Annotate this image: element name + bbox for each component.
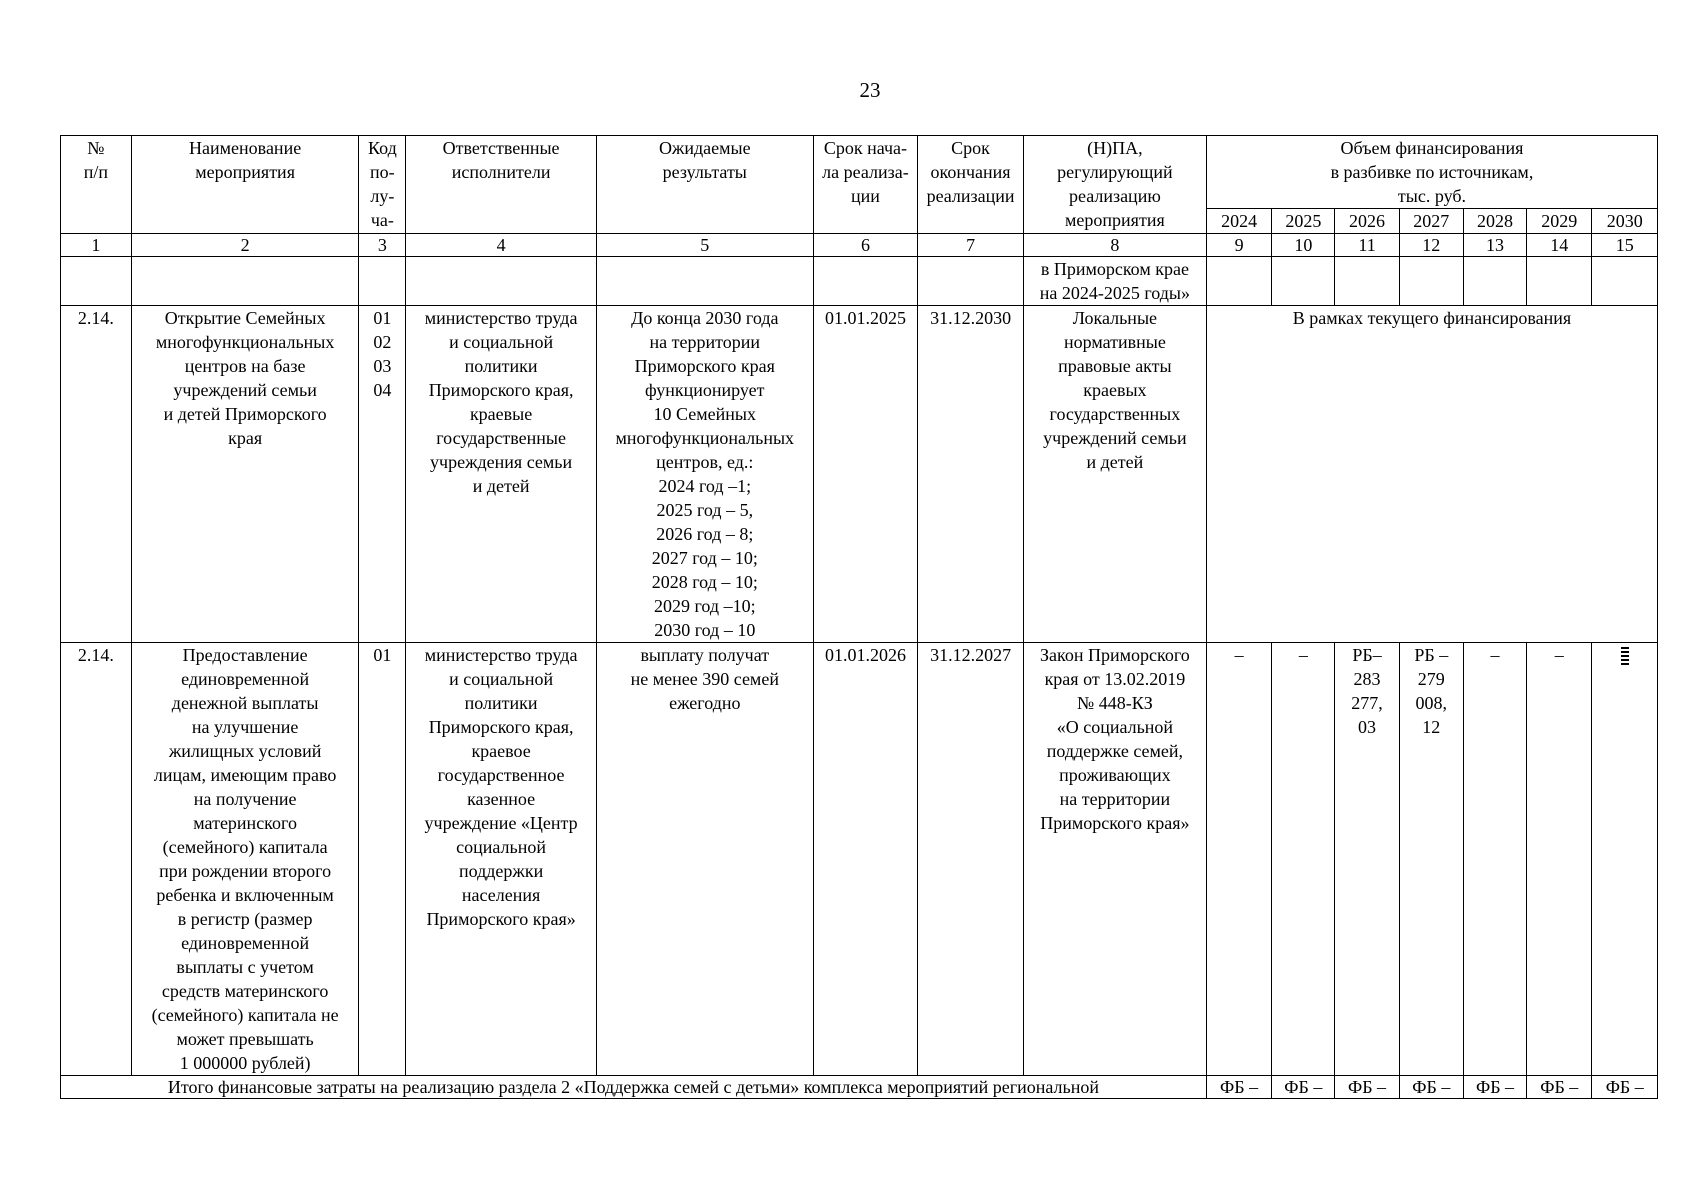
- cell-funding-2025: –: [1272, 643, 1335, 1076]
- header-responsible: Ответственные исполнители: [406, 136, 597, 234]
- column-number: 3: [359, 234, 406, 257]
- cell-funding-2026: РБ– 283 277, 03: [1335, 643, 1399, 1076]
- header-results: Ожидаемые результаты: [596, 136, 813, 234]
- header-year-2029: 2029: [1527, 209, 1592, 234]
- cell-responsible: министерство труда и социальной политики Приморского края, краевое государственное казенное учреждение «Центр социальной поддержки населения Приморского края»: [406, 643, 597, 1076]
- header-npa: (Н)ПА, регулирующий реализацию мероприятия: [1023, 136, 1206, 234]
- cell-funding-2029: –: [1527, 643, 1592, 1076]
- column-number: 12: [1399, 234, 1463, 257]
- cell-empty: [1463, 257, 1526, 306]
- cell-end-date: 31.12.2030: [918, 306, 1024, 643]
- cell-empty: [61, 257, 132, 306]
- cell-end-date: 31.12.2027: [918, 643, 1024, 1076]
- cell-empty: [813, 257, 918, 306]
- total-2025: ФБ –: [1272, 1076, 1335, 1099]
- total-2024: ФБ –: [1206, 1076, 1271, 1099]
- header-year-2027: 2027: [1399, 209, 1463, 234]
- cell-empty: [406, 257, 597, 306]
- header-year-2025: 2025: [1272, 209, 1335, 234]
- header-start-date: Срок нача- ла реализа- ции: [813, 136, 918, 234]
- table-row: [61, 257, 1658, 306]
- column-number: 14: [1527, 234, 1592, 257]
- column-number: 7: [918, 234, 1024, 257]
- table-header-row: [61, 136, 1658, 209]
- column-number: 5: [596, 234, 813, 257]
- total-2027: ФБ –: [1399, 1076, 1463, 1099]
- cell-results: До конца 2030 года на территории Приморского края функционирует 10 Семейных многофункциональных центров, ед.: 2024 год –1; 2025 год – 5, 2026 год – 8; 2027 год – 10; 2028 год – 10; 2029 год –10; 2030 год – 10: [596, 306, 813, 643]
- column-number: 10: [1272, 234, 1335, 257]
- total-2030: ФБ –: [1592, 1076, 1658, 1099]
- header-code: Код по- лу- ча-: [359, 136, 406, 234]
- cell-funding-2024: –: [1206, 643, 1271, 1076]
- cell-start-date: 01.01.2026: [813, 643, 918, 1076]
- cell-activity-name: Открытие Семейных многофункциональных центров на базе учреждений семьи и детей Приморского края: [131, 306, 359, 643]
- cell-number: 2.14.: [61, 643, 132, 1076]
- header-end-date: Срок окончания реализации: [918, 136, 1024, 234]
- total-2026: ФБ –: [1335, 1076, 1399, 1099]
- column-number: 9: [1206, 234, 1271, 257]
- header-year-2030: 2030: [1592, 209, 1658, 234]
- column-number: 15: [1592, 234, 1658, 257]
- cell-funding-note: В рамках текущего финансирования: [1206, 306, 1657, 643]
- cell-empty: [359, 257, 406, 306]
- cell-responsible: министерство труда и социальной политики Приморского края, краевые государственные учреждения семьи и детей: [406, 306, 597, 643]
- total-2029: ФБ –: [1527, 1076, 1592, 1099]
- header-name: Наименование мероприятия: [131, 136, 359, 234]
- header-year-2024: 2024: [1206, 209, 1271, 234]
- cell-results: выплату получат не менее 390 семей ежегодно: [596, 643, 813, 1076]
- header-year-2028: 2028: [1463, 209, 1526, 234]
- cell-empty: [918, 257, 1024, 306]
- table-row: [61, 306, 1658, 643]
- column-number: 6: [813, 234, 918, 257]
- total-row: [61, 1076, 1658, 1099]
- cell-number: 2.14.: [61, 306, 132, 643]
- table-row: [61, 643, 1658, 1076]
- header-funding: Объем финансирования в разбивке по источникам, тыс. руб.: [1206, 136, 1657, 209]
- column-number: 8: [1023, 234, 1206, 257]
- column-number: 11: [1335, 234, 1399, 257]
- cell-npa: в Приморском крае на 2024-2025 годы»: [1023, 257, 1206, 306]
- cell-empty: [1527, 257, 1592, 306]
- cell-funding-2030: [1592, 643, 1658, 1076]
- column-number: 13: [1463, 234, 1526, 257]
- page-number: 23: [859, 78, 881, 102]
- cell-empty: [1206, 257, 1271, 306]
- cell-empty: [1592, 257, 1658, 306]
- activities-table: [60, 135, 1658, 1099]
- cell-empty: [1335, 257, 1399, 306]
- cell-empty: [596, 257, 813, 306]
- total-label: Итого финансовые затраты на реализацию раздела 2 «Поддержка семей с детьми» комплекса мероприятий региональной: [61, 1076, 1207, 1099]
- cell-empty: [131, 257, 359, 306]
- qr-code-icon: [1621, 645, 1629, 665]
- column-number: 2: [131, 234, 359, 257]
- cell-activity-name: Предоставление единовременной денежной выплаты на улучшение жилищных условий лицам, имеющим право на получение материнского (семейного) капитала при рождении второго ребенка и включенным в регистр (размер единовременной выплаты с учетом средств материнского (семейного) капитала не может превышать 1 000000 рублей): [131, 643, 359, 1076]
- cell-funding-2028: –: [1463, 643, 1526, 1076]
- total-2028: ФБ –: [1463, 1076, 1526, 1099]
- cell-empty: [1272, 257, 1335, 306]
- cell-start-date: 01.01.2025: [813, 306, 918, 643]
- cell-code: 01: [359, 643, 406, 1076]
- cell-npa: Локальные нормативные правовые акты краевых государственных учреждений семьи и детей: [1023, 306, 1206, 643]
- cell-empty: [1399, 257, 1463, 306]
- header-number: № п/п: [61, 136, 132, 234]
- cell-npa: Закон Приморского края от 13.02.2019 № 448-КЗ «О социальной поддержке семей, проживающих на территории Приморского края»: [1023, 643, 1206, 1076]
- column-number: 1: [61, 234, 132, 257]
- column-number: 4: [406, 234, 597, 257]
- header-year-2026: 2026: [1335, 209, 1399, 234]
- cell-funding-2027: РБ – 279 008, 12: [1399, 643, 1463, 1076]
- column-numbers-row: [61, 234, 1658, 257]
- cell-code: 01 02 03 04: [359, 306, 406, 643]
